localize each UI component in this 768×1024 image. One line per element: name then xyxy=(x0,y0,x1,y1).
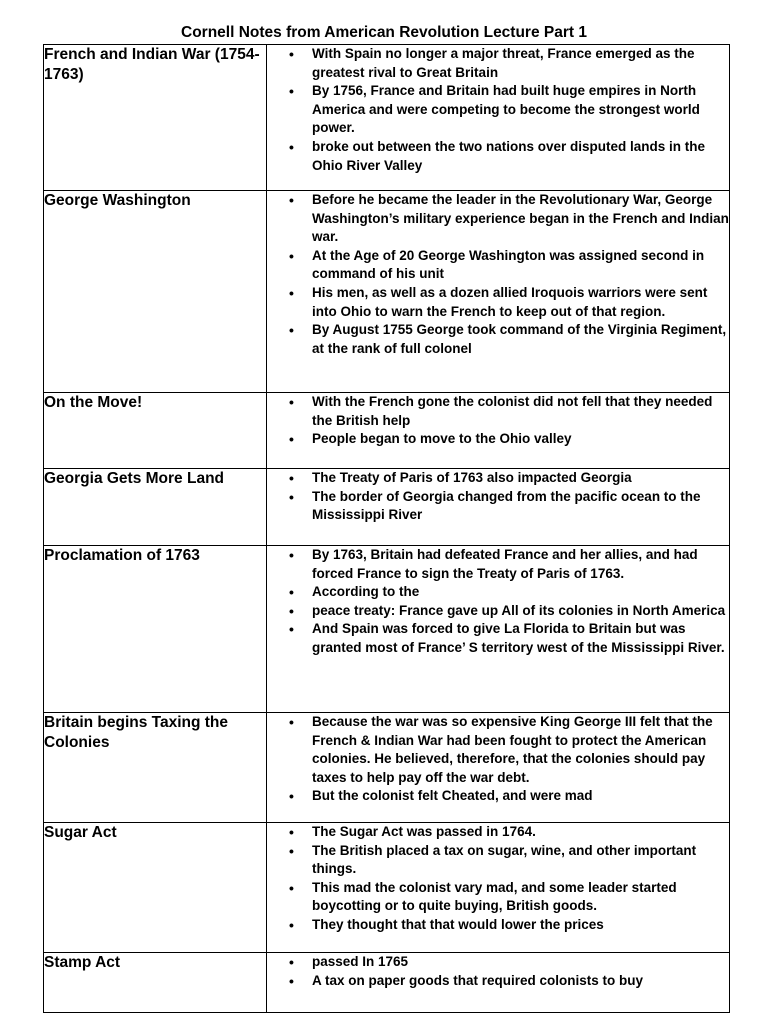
topic-cell: French and Indian War (1754-1763) xyxy=(44,45,267,191)
notes-cell xyxy=(267,191,730,393)
notes-row xyxy=(44,823,730,953)
bullet-list xyxy=(267,953,729,990)
bullet-item: • broke out between the two nations over disputed lands in the Ohio River Valley xyxy=(267,138,729,175)
notes-cell xyxy=(267,823,730,953)
bullet-item: • They thought that that would lower the prices xyxy=(267,916,729,935)
notes-cell xyxy=(267,45,730,191)
bullet-item: • With the French gone the colonist did not fell that they needed the British help xyxy=(267,393,729,430)
notes-row xyxy=(44,469,730,546)
notes-row xyxy=(44,713,730,823)
bullet-item: • This mad the colonist vary mad, and some leader started boycotting or to quite buying, British goods. xyxy=(267,879,729,916)
topic-cell: Britain begins Taxing the Colonies xyxy=(44,713,267,823)
bullet-list xyxy=(267,469,729,525)
bullet-item: • And Spain was forced to give La Florida to Britain but was granted most of France’ S territory west of the Mississippi River. xyxy=(267,620,729,657)
bullet-item: • Because the war was so expensive King George III felt that the French & Indian War had been fought to protect the American colonies. He believed, therefore, that the colonies should pay taxes to help pay off the war debt. xyxy=(267,713,729,787)
notes-cell xyxy=(267,713,730,823)
topic-cell: Georgia Gets More Land xyxy=(44,469,267,546)
bullet-list xyxy=(267,713,729,806)
bullet-item: • passed In 1765 xyxy=(267,953,729,972)
topic-cell: Stamp Act xyxy=(44,953,267,1013)
bullet-list xyxy=(267,823,729,935)
bullet-list xyxy=(267,45,729,175)
bullet-item: • According to the xyxy=(267,583,729,602)
bullet-item: • Before he became the leader in the Revolutionary War, George Washington’s military experience began in the French and Indian war. xyxy=(267,191,729,247)
bullet-item: • But the colonist felt Cheated, and were mad xyxy=(267,787,729,806)
notes-table-body xyxy=(44,45,730,1013)
document-title: Cornell Notes from American Revolution Lecture Part 1 xyxy=(181,24,587,41)
bullet-list xyxy=(267,393,729,449)
notes-row xyxy=(44,45,730,191)
bullet-item: • The Sugar Act was passed in 1764. xyxy=(267,823,729,842)
notes-row xyxy=(44,546,730,713)
bullet-item: • His men, as well as a dozen allied Iroquois warriors were sent into Ohio to warn the French to keep out of that region. xyxy=(267,284,729,321)
bullet-item: • By August 1755 George took command of the Virginia Regiment, at the rank of full colonel xyxy=(267,321,729,358)
bullet-item: • By 1763, Britain had defeated France and her allies, and had forced France to sign the Treaty of Paris of 1763. xyxy=(267,546,729,583)
bullet-item: • The border of Georgia changed from the pacific ocean to the Mississippi River xyxy=(267,488,729,525)
bullet-item: • A tax on paper goods that required colonists to buy xyxy=(267,972,729,991)
notes-row xyxy=(44,191,730,393)
notes-cell xyxy=(267,393,730,469)
bullet-item: • The British placed a tax on sugar, wine, and other important things. xyxy=(267,842,729,879)
topic-cell: On the Move! xyxy=(44,393,267,469)
bullet-list xyxy=(267,191,729,358)
topic-cell: George Washington xyxy=(44,191,267,393)
bullet-item: • The Treaty of Paris of 1763 also impacted Georgia xyxy=(267,469,729,488)
notes-row xyxy=(44,953,730,1013)
notes-cell xyxy=(267,469,730,546)
bullet-item: • peace treaty: France gave up All of its colonies in North America xyxy=(267,602,729,621)
bullet-item: • At the Age of 20 George Washington was assigned second in command of his unit xyxy=(267,247,729,284)
bullet-item: • By 1756, France and Britain had built huge empires in North America and were competing to become the strongest world power. xyxy=(267,82,729,138)
notes-row xyxy=(44,393,730,469)
bullet-list xyxy=(267,546,729,658)
topic-cell: Sugar Act xyxy=(44,823,267,953)
notes-cell xyxy=(267,953,730,1013)
cornell-notes-table xyxy=(43,44,730,1013)
notes-cell xyxy=(267,546,730,713)
topic-cell: Proclamation of 1763 xyxy=(44,546,267,713)
bullet-item: • With Spain no longer a major threat, France emerged as the greatest rival to Great Britain xyxy=(267,45,729,82)
bullet-item: • People began to move to the Ohio valley xyxy=(267,430,729,449)
